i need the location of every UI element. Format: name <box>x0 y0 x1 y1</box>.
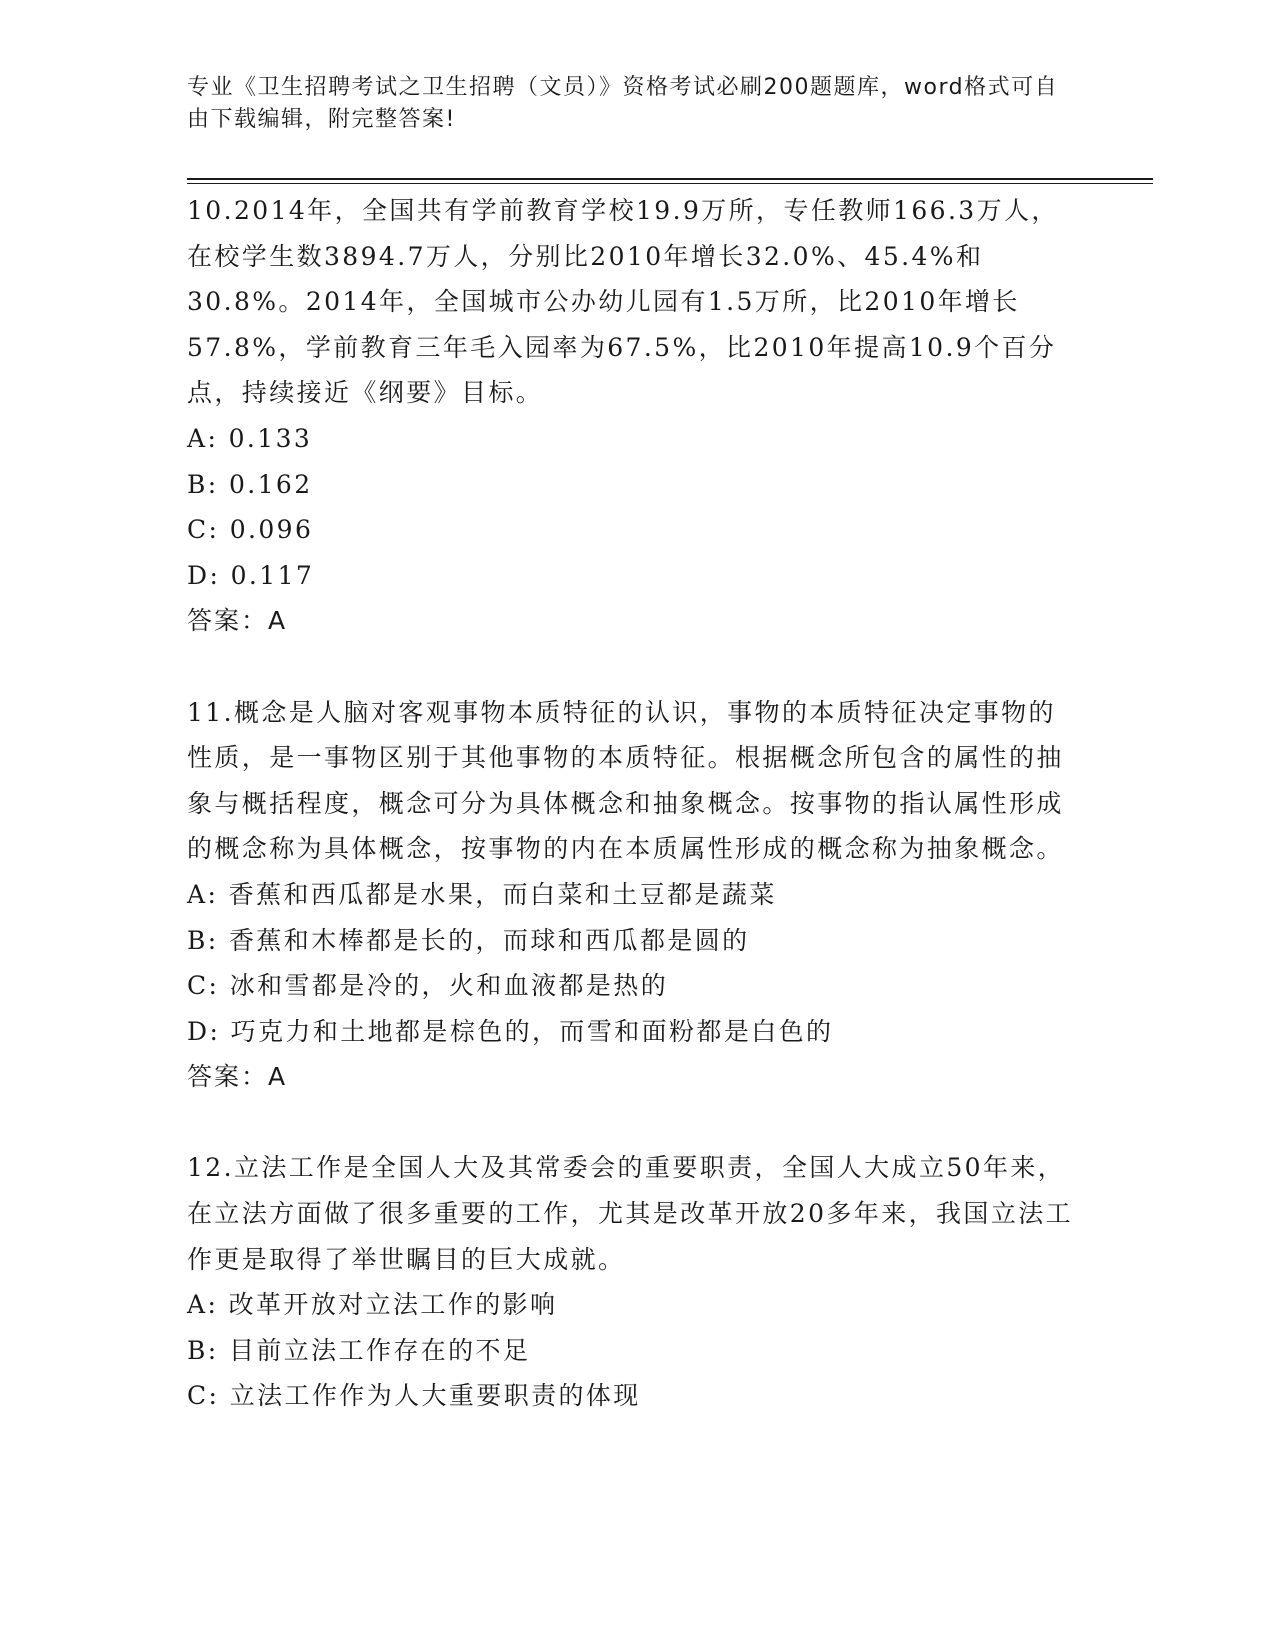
question-stem: 10.2014年，全国共有学前教育学校19.9万所，专任教师166.3万人，在校学生数3894.7万人，分别比2010年增长32.0%、45.4%和30.8%。2014年，全国城市公办幼儿园有1.5万所，比2010年增长57.8%，学前教育三年毛入园率为67.5%，比2010年提高10.9个百分点，持续接近《纲要》目标。 <box>187 196 1059 408</box>
question-spacer <box>187 644 1077 690</box>
document-header: 专业《卫生招聘考试之卫生招聘（文员）》资格考试必刷200题题库，word格式可自由下载编辑，附完整答案! <box>187 75 1059 132</box>
header-divider-thick <box>187 178 1153 180</box>
question-list <box>187 188 1077 1419</box>
option-b: B: 0.162 <box>187 469 313 499</box>
question-stem: 11.概念是人脑对客观事物本质特征的认识，事物的本质特征决定事物的性质，是一事物区别于其他事物的本质特征。根据概念所包含的属性的抽象与概括程度，概念可分为具体概念和抽象概念。按事物的指认属性形成的概念称为具体概念，按事物的内在本质属性形成的概念称为抽象概念。 <box>187 697 1064 864</box>
question-stem: 12.立法工作是全国人大及其常委会的重要职责，全国人大成立50年来，在立法方面做了很多重要的工作，尤其是改革开放20多年来，我国立法工作更是取得了举世瞩目的巨大成就。 <box>187 1153 1074 1274</box>
option-d: D: 0.117 <box>187 560 315 590</box>
option-a: A: 香蕉和西瓜都是水果，而白菜和土豆都是蔬菜 <box>187 879 777 909</box>
option-c: C: 冰和雪都是冷的，火和血液都是热的 <box>187 971 669 1001</box>
option-c: C: 0.096 <box>187 515 314 545</box>
option-a: A: 改革开放对立法工作的影响 <box>187 1290 558 1320</box>
question-spacer <box>187 1100 1077 1146</box>
answer-line: 答案：A <box>187 606 288 636</box>
option-a: A: 0.133 <box>187 423 313 453</box>
answer-line: 答案：A <box>187 1062 288 1092</box>
option-c: C: 立法工作作为人大重要职责的体现 <box>187 1381 641 1411</box>
option-b: B: 香蕉和木棒都是长的，而球和西瓜都是圆的 <box>187 925 750 955</box>
header-divider-thin <box>187 183 1153 184</box>
question-11 <box>187 690 1077 1100</box>
option-d: D: 巧克力和土地都是棕色的，而雪和面粉都是白色的 <box>187 1016 834 1046</box>
question-10 <box>187 188 1077 644</box>
question-12 <box>187 1145 1077 1419</box>
option-b: B: 目前立法工作存在的不足 <box>187 1335 531 1365</box>
